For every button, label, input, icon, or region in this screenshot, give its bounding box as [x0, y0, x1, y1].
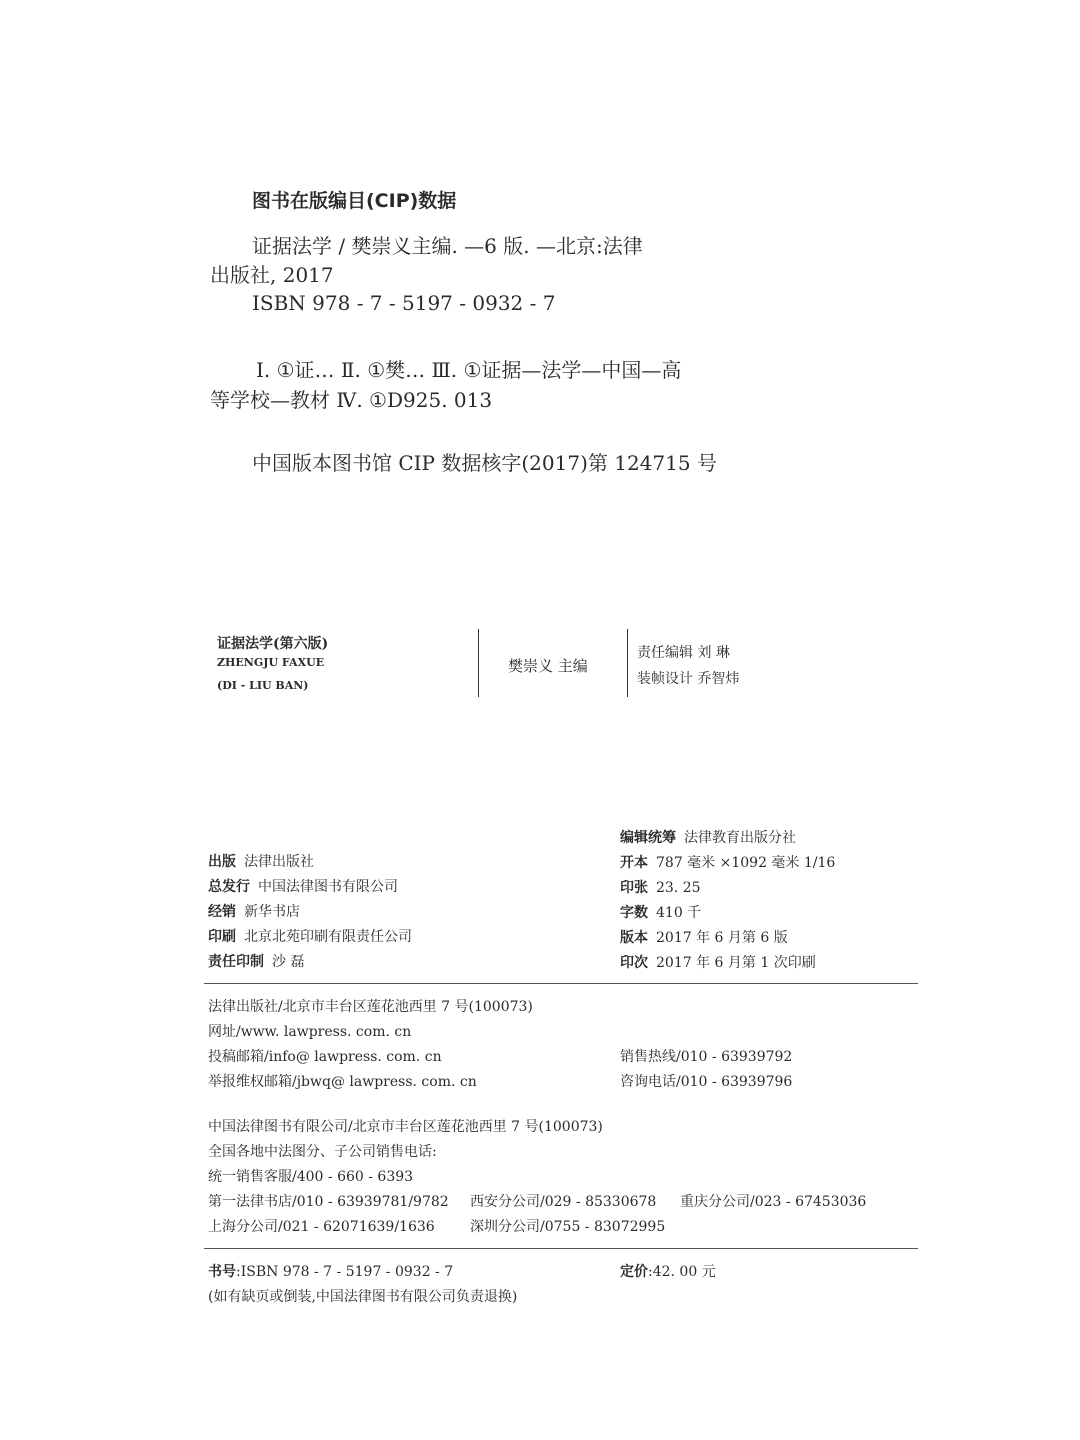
pub-label: 印张 — [620, 880, 648, 896]
price-value: :42. 00 元 — [648, 1264, 716, 1280]
pub-row-printing — [620, 952, 816, 972]
book-number-label: 书号 — [208, 1264, 236, 1280]
pub-label: 总发行 — [208, 879, 250, 895]
shenzhen-branch: 深圳分公司/0755 - 83072995 — [470, 1219, 666, 1235]
pub-value: 法律教育出版分社 — [684, 830, 796, 846]
cip-classification-2: 等学校—教材 Ⅳ. ①D925. 013 — [210, 388, 493, 412]
pub-value: 787 毫米 ×1092 毫米 1/16 — [656, 855, 836, 871]
pub-value: 法律出版社 — [244, 854, 314, 870]
pub-label: 印次 — [620, 955, 648, 971]
cip-heading: 图书在版编目(CIP)数据 — [252, 190, 457, 212]
pub-row-printer — [208, 926, 412, 946]
pub-label: 经销 — [208, 904, 236, 920]
divider-right — [627, 629, 628, 697]
pub-value: 23. 25 — [656, 880, 701, 896]
pub-label: 印刷 — [208, 929, 236, 945]
first-law-bookstore: 第一法律书店/010 - 63939781/9782 — [208, 1194, 449, 1210]
cip-isbn: ISBN 978 - 7 - 5197 - 0932 - 7 — [252, 291, 556, 315]
pub-label: 字数 — [620, 905, 648, 921]
submission-email: 投稿邮箱/info@ lawpress. com. cn — [208, 1049, 442, 1065]
pub-value: 2017 年 6 月第 6 版 — [656, 930, 788, 946]
customer-service: 统一销售客服/400 - 660 - 6393 — [208, 1169, 414, 1185]
pub-value: 2017 年 6 月第 1 次印刷 — [656, 955, 816, 971]
pub-label: 版本 — [620, 930, 648, 946]
rule-bottom — [204, 1248, 918, 1249]
report-email: 举报维权邮箱/jbwq@ lawpress. com. cn — [208, 1074, 477, 1090]
pub-label: 编辑统筹 — [620, 830, 676, 846]
distributor-address: 中国法律图书有限公司/北京市丰台区莲花池西里 7 号(100073) — [208, 1119, 603, 1135]
cip-record-number: 中国版本图书馆 CIP 数据核字(2017)第 124715 号 — [252, 451, 717, 475]
pub-value: 北京北苑印刷有限责任公司 — [244, 929, 412, 945]
inquiry-phone: 咨询电话/010 - 63939796 — [620, 1074, 793, 1090]
pub-value: 410 千 — [656, 905, 702, 921]
pub-value: 中国法律图书有限公司 — [258, 879, 398, 895]
xian-branch: 西安分公司/029 - 85330678 — [470, 1194, 657, 1210]
cip-publisher-line: 出版社, 2017 — [210, 263, 334, 287]
book-editor: 樊崇义 主编 — [508, 657, 588, 675]
pub-row-format — [620, 852, 835, 872]
cip-classification-1: Ⅰ. ①证… Ⅱ. ①樊… Ⅲ. ①证据—法学—中国—高 — [256, 358, 682, 382]
pub-label: 责任印制 — [208, 954, 264, 970]
sales-hotline: 销售热线/010 - 63939792 — [620, 1049, 793, 1065]
book-title-pinyin-edition: (DI - LIU BAN) — [217, 679, 309, 692]
publisher-address: 法律出版社/北京市丰台区莲花池西里 7 号(100073) — [208, 999, 533, 1015]
book-title-pinyin: ZHENGJU FAXUE — [217, 656, 325, 669]
branches-intro: 全国各地中法图分、子公司销售电话: — [208, 1144, 437, 1160]
shanghai-branch: 上海分公司/021 - 62071639/1636 — [208, 1219, 435, 1235]
pub-value: 新华书店 — [244, 904, 300, 920]
pub-value: 沙 磊 — [272, 954, 305, 970]
pub-row-seller — [208, 901, 300, 921]
return-notice: (如有缺页或倒装,中国法律图书有限公司负责退换) — [208, 1289, 518, 1305]
cip-title-line: 证据法学 / 樊崇义主编. —6 版. —北京:法律 — [252, 234, 643, 258]
cover-designer: 装帧设计 乔智炜 — [637, 671, 740, 687]
pub-row-word-count — [620, 902, 701, 922]
pub-row-distributor — [208, 876, 398, 896]
pub-row-publisher — [208, 851, 314, 871]
book-number-value: :ISBN 978 - 7 - 5197 - 0932 - 7 — [236, 1264, 454, 1280]
divider-left — [478, 629, 479, 697]
pub-row-editorial — [620, 827, 796, 847]
publisher-website: 网址/www. lawpress. com. cn — [208, 1024, 412, 1040]
pub-row-sheets — [620, 877, 701, 897]
pub-row-print-supervisor — [208, 951, 304, 971]
pub-row-edition — [620, 927, 788, 947]
pub-label: 出版 — [208, 854, 236, 870]
rule-top — [204, 983, 918, 984]
price-label: 定价 — [620, 1264, 648, 1280]
pub-label: 开本 — [620, 855, 648, 871]
price — [620, 1261, 716, 1281]
book-number — [208, 1261, 453, 1281]
book-title-cn: 证据法学(第六版) — [217, 636, 329, 652]
chongqing-branch: 重庆分公司/023 - 67453036 — [680, 1194, 867, 1210]
responsible-editor: 责任编辑 刘 琳 — [637, 645, 730, 661]
